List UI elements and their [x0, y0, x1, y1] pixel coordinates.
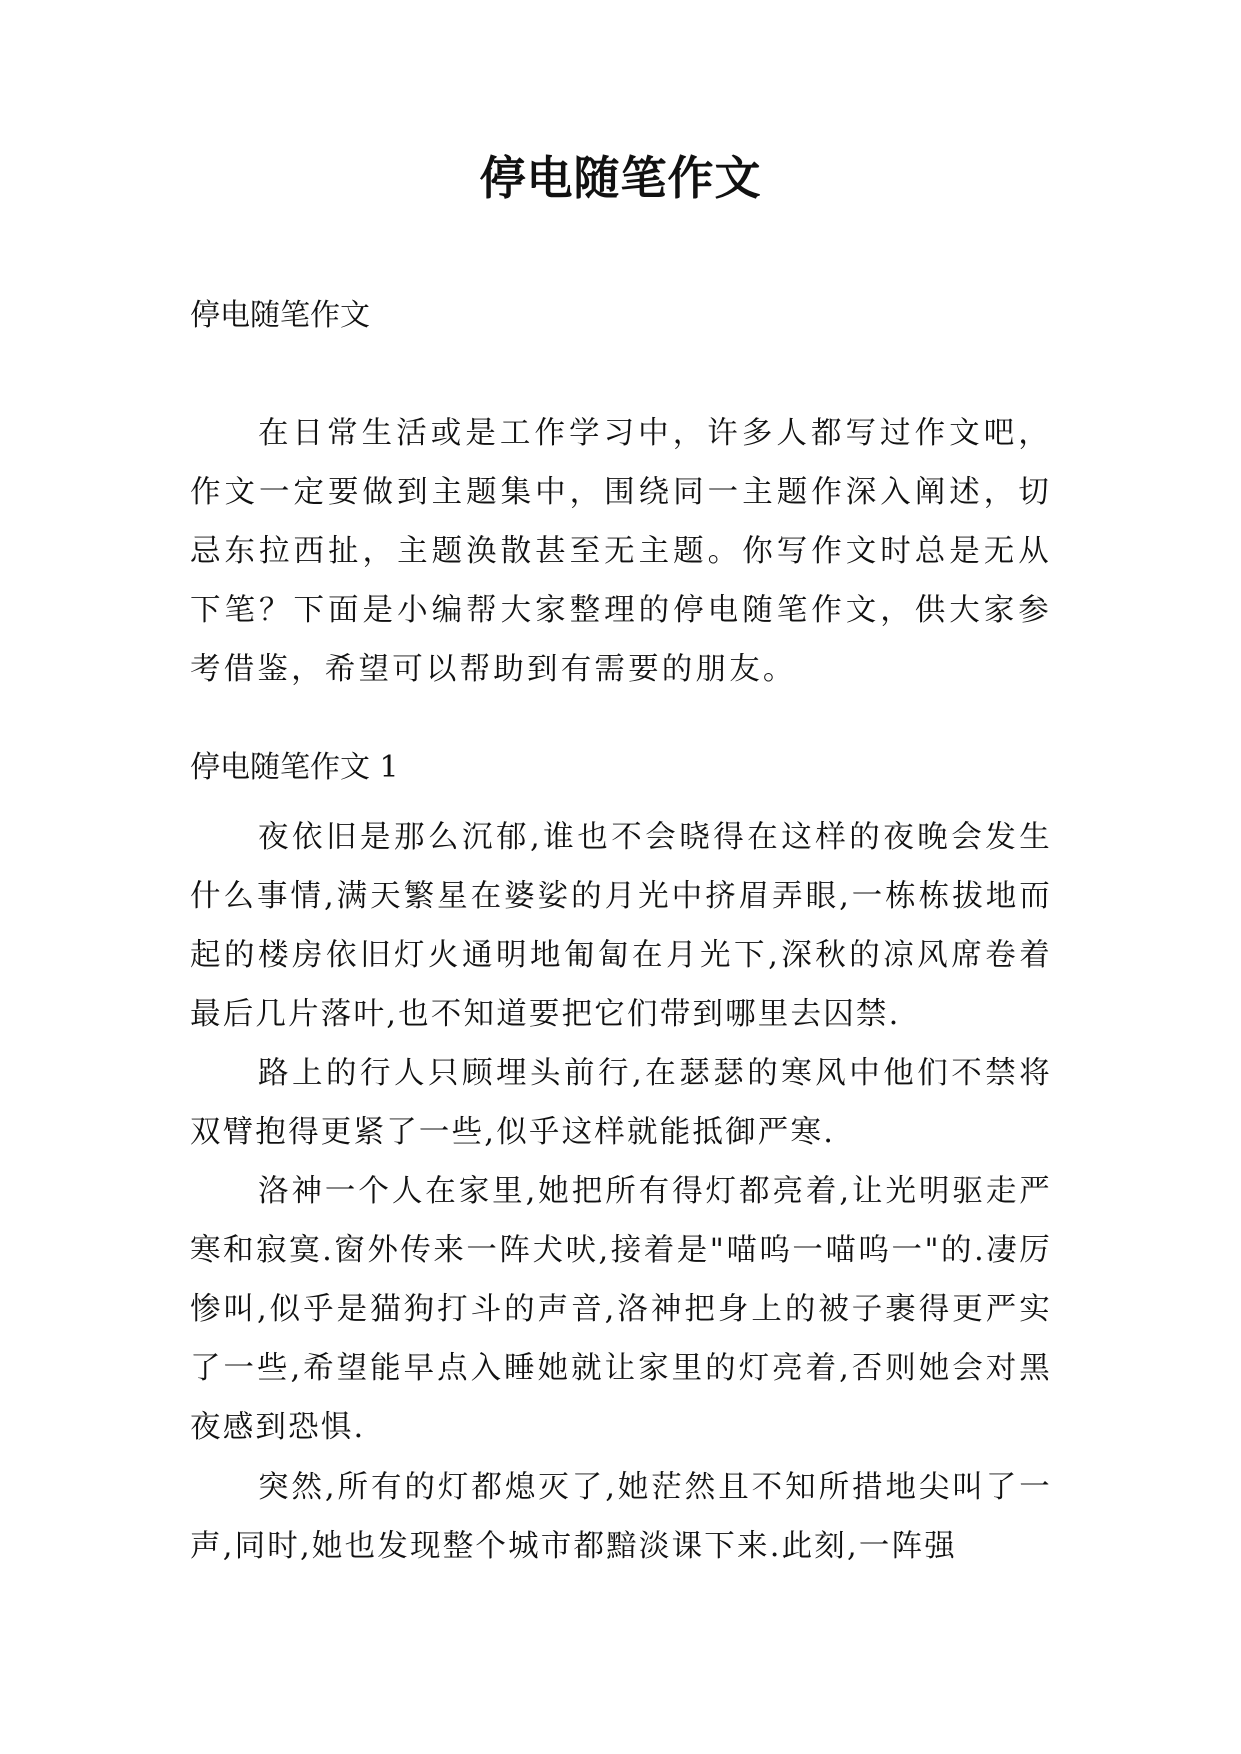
body-paragraph: 突然,所有的灯都熄灭了,她茫然且不知所措地尖叫了一声,同时,她也发现整个城市都黯淡课下来.此刻,一阵强	[190, 1470, 1052, 1564]
document-subtitle: 停电随笔作文	[190, 298, 370, 333]
document-title: 停电随笔作文	[479, 151, 762, 205]
body-paragraph: 路上的行人只顾埋头前行,在瑟瑟的寒风中他们不禁将双臂抱得更紧了一些,似乎这样就能抵御严寒.	[190, 1056, 1052, 1150]
body-paragraph: 夜依旧是那么沉郁,谁也不会晓得在这样的夜晚会发生什么事情,满天繁星在婆娑的月光中挤眉弄眼,一栋栋拔地而起的楼房依旧灯火通明地匍匐在月光下,深秋的凉风席卷着最后几片落叶,也不知道要把它们带到哪里去囚禁.	[190, 820, 1052, 1032]
section-heading: 停电随笔作文 1	[190, 750, 399, 785]
intro-paragraph: 在日常生活或是工作学习中，许多人都写过作文吧，作文一定要做到主题集中，围绕同一主题作深入阐述，切忌东拉西扯，主题涣散甚至无主题。你写作文时总是无从下笔？下面是小编帮大家整理的停电随笔作文，供大家参考借鉴，希望可以帮助到有需要的朋友。	[190, 416, 1052, 687]
body-paragraph: 洛神一个人在家里,她把所有得灯都亮着,让光明驱走严寒和寂寞.窗外传来一阵犬吠,接着是"喵呜一喵呜一"的.凄厉惨叫,似乎是猫狗打斗的声音,洛神把身上的被子裹得更严实了一些,希望能早点入睡她就让家里的灯亮着,否则她会对黑夜感到恐惧.	[190, 1174, 1052, 1445]
